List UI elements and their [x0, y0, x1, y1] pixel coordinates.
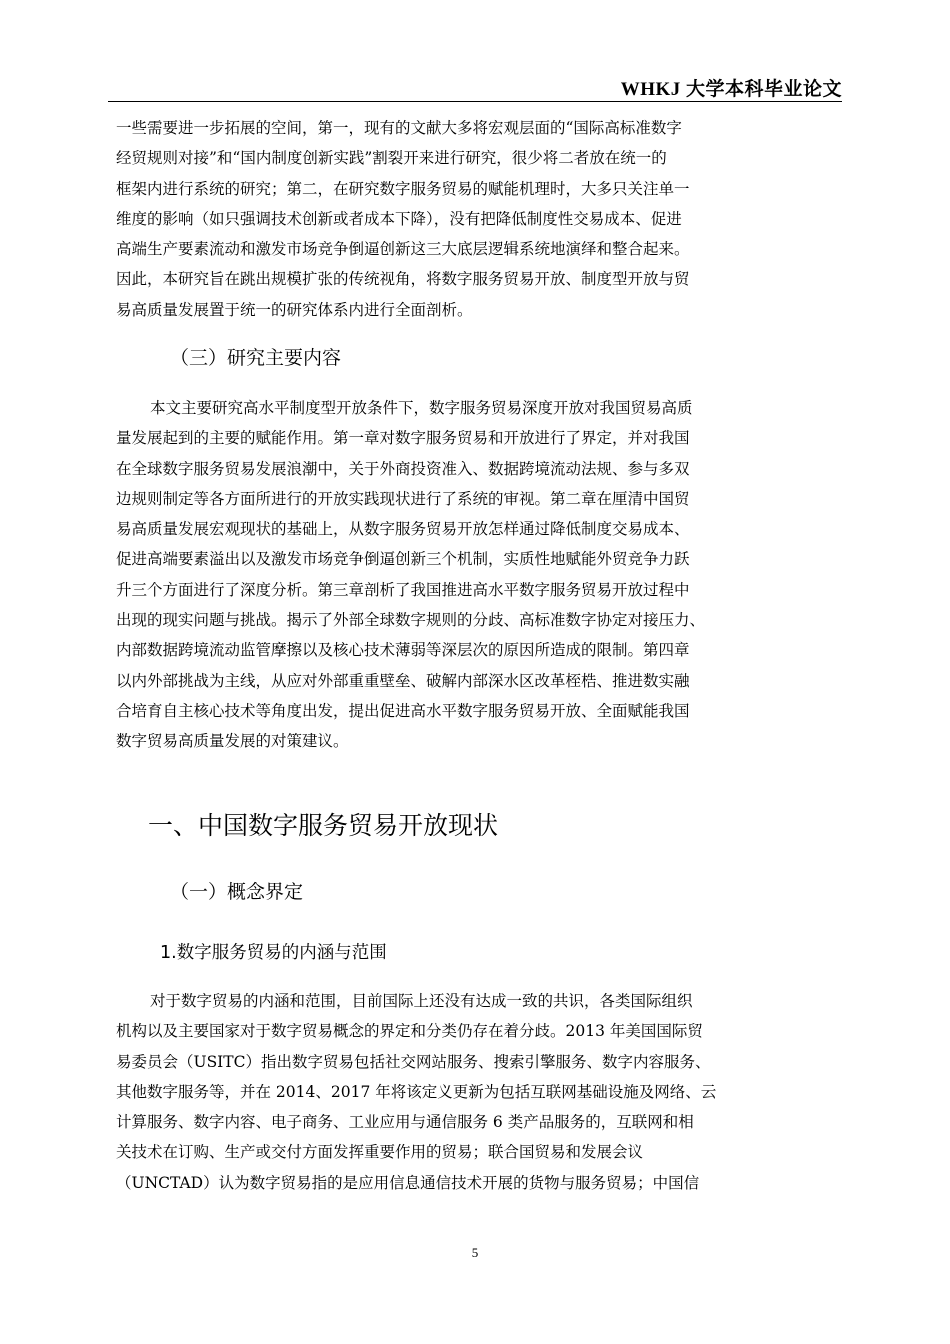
section-heading-concept: （一）概念界定	[170, 881, 304, 903]
paragraph-line: 对于数字贸易的内涵和范围，目前国际上还没有达成一致的共识，各类国际组织	[150, 992, 693, 1010]
paragraph-line: 高端生产要素流动和激发市场竞争倒逼创新这三大底层逻辑系统地演绎和整合起来。	[116, 240, 690, 259]
paragraph-definition	[116, 986, 838, 1198]
paragraph-line: 关技术在订购、生产或交付方面发挥重要作用的贸易；联合国贸易和发展会议	[116, 1143, 644, 1162]
paragraph-line: 易高质量发展置于统一的研究体系内进行全面剖析。	[116, 300, 473, 319]
paragraph-line: 数字贸易高质量发展的对策建议。	[116, 732, 349, 751]
paragraph-line: 促进高端要素溢出以及激发市场竞争倒逼创新三个机制，实质性地赋能外贸竞争力跃	[116, 550, 690, 569]
paragraph-line: 框架内进行系统的研究；第二，在研究数字服务贸易的赋能机理时，大多只关注单一	[116, 179, 690, 198]
paragraph-line: 合培育自主核心技术等角度出发，提出促进高水平数字服务贸易开放、全面赋能我国	[116, 701, 690, 720]
paragraph-line: 边规则制定等各方面所进行的开放实践现状进行了系统的审视。第二章在厘清中国贸	[116, 489, 690, 508]
paragraph-line: 在全球数字服务贸易发展浪潮中，关于外商投资准入、数据跨境流动法规、参与多双	[116, 459, 690, 478]
paragraph-line: 一些需要进一步拓展的空间，第一，现有的文献大多将宏观层面的“国际高标准数字	[116, 119, 682, 137]
paragraph-continuation	[116, 113, 838, 325]
paragraph-line: 维度的影响（如只强调技术创新或者成本下降），没有把降低制度性交易成本、促进	[116, 209, 682, 228]
paragraph-line: 量发展起到的主要的赋能作用。第一章对数字服务贸易和开放进行了界定，并对我国	[116, 429, 690, 448]
paragraph-line: 易高质量发展宏观现状的基础上，从数字服务贸易开放怎样通过降低制度交易成本、	[116, 520, 690, 539]
paragraph-line: 以内外部挑战为主线，从应对外部重重壁垒、破解内部深水区改革桎梏、推进数实融	[116, 671, 690, 690]
paragraph-line: （UNCTAD）认为数字贸易指的是应用信息通信技术开展的货物与服务贸易；中国信	[116, 1173, 700, 1192]
paragraph-line: 出现的现实问题与挑战。揭示了外部全球数字规则的分歧、高标准数字协定对接压力、	[116, 611, 706, 630]
page-number: 5	[471, 1245, 479, 1260]
paragraph-line: 易委员会（USITC）指出数字贸易包括社交网站服务、搜索引擎服务、数字内容服务、	[116, 1052, 711, 1071]
paragraph-research-content	[116, 393, 838, 757]
paragraph-line: 其他数字服务等，并在 2014、2017 年将该定义更新为包括互联网基础设施及网络、云	[116, 1082, 717, 1101]
paragraph-line: 内部数据跨境流动监管摩擦以及核心技术薄弱等深层次的原因所造成的限制。第四章	[116, 641, 690, 660]
running-header: WHKJ 大学本科毕业论文	[620, 79, 842, 100]
subsection-heading: 1.数字服务贸易的内涵与范围	[160, 943, 387, 963]
section-heading-research-content: （三）研究主要内容	[170, 347, 342, 369]
paragraph-line: 本文主要研究高水平制度型开放条件下，数字服务贸易深度开放对我国贸易高质	[150, 399, 693, 417]
paragraph-line: 升三个方面进行了深度分析。第三章剖析了我国推进高水平数字服务贸易开放过程中	[116, 580, 690, 599]
paragraph-line: 因此，本研究旨在跳出规模扩张的传统视角，将数字服务贸易开放、制度型开放与贸	[116, 270, 690, 289]
paragraph-line: 机构以及主要国家对于数字贸易概念的界定和分类仍存在着分歧。2013 年美国国际贸	[116, 1022, 703, 1041]
chapter-heading: 一、中国数字服务贸易开放现状	[148, 811, 499, 840]
paragraph-line: 计算服务、数字内容、电子商务、工业应用与通信服务 6 类产品服务的，互联网和相	[116, 1113, 694, 1132]
header-rule	[108, 101, 842, 102]
paragraph-line: 经贸规则对接”和“国内制度创新实践”割裂开来进行研究，很少将二者放在统一的	[116, 149, 667, 168]
